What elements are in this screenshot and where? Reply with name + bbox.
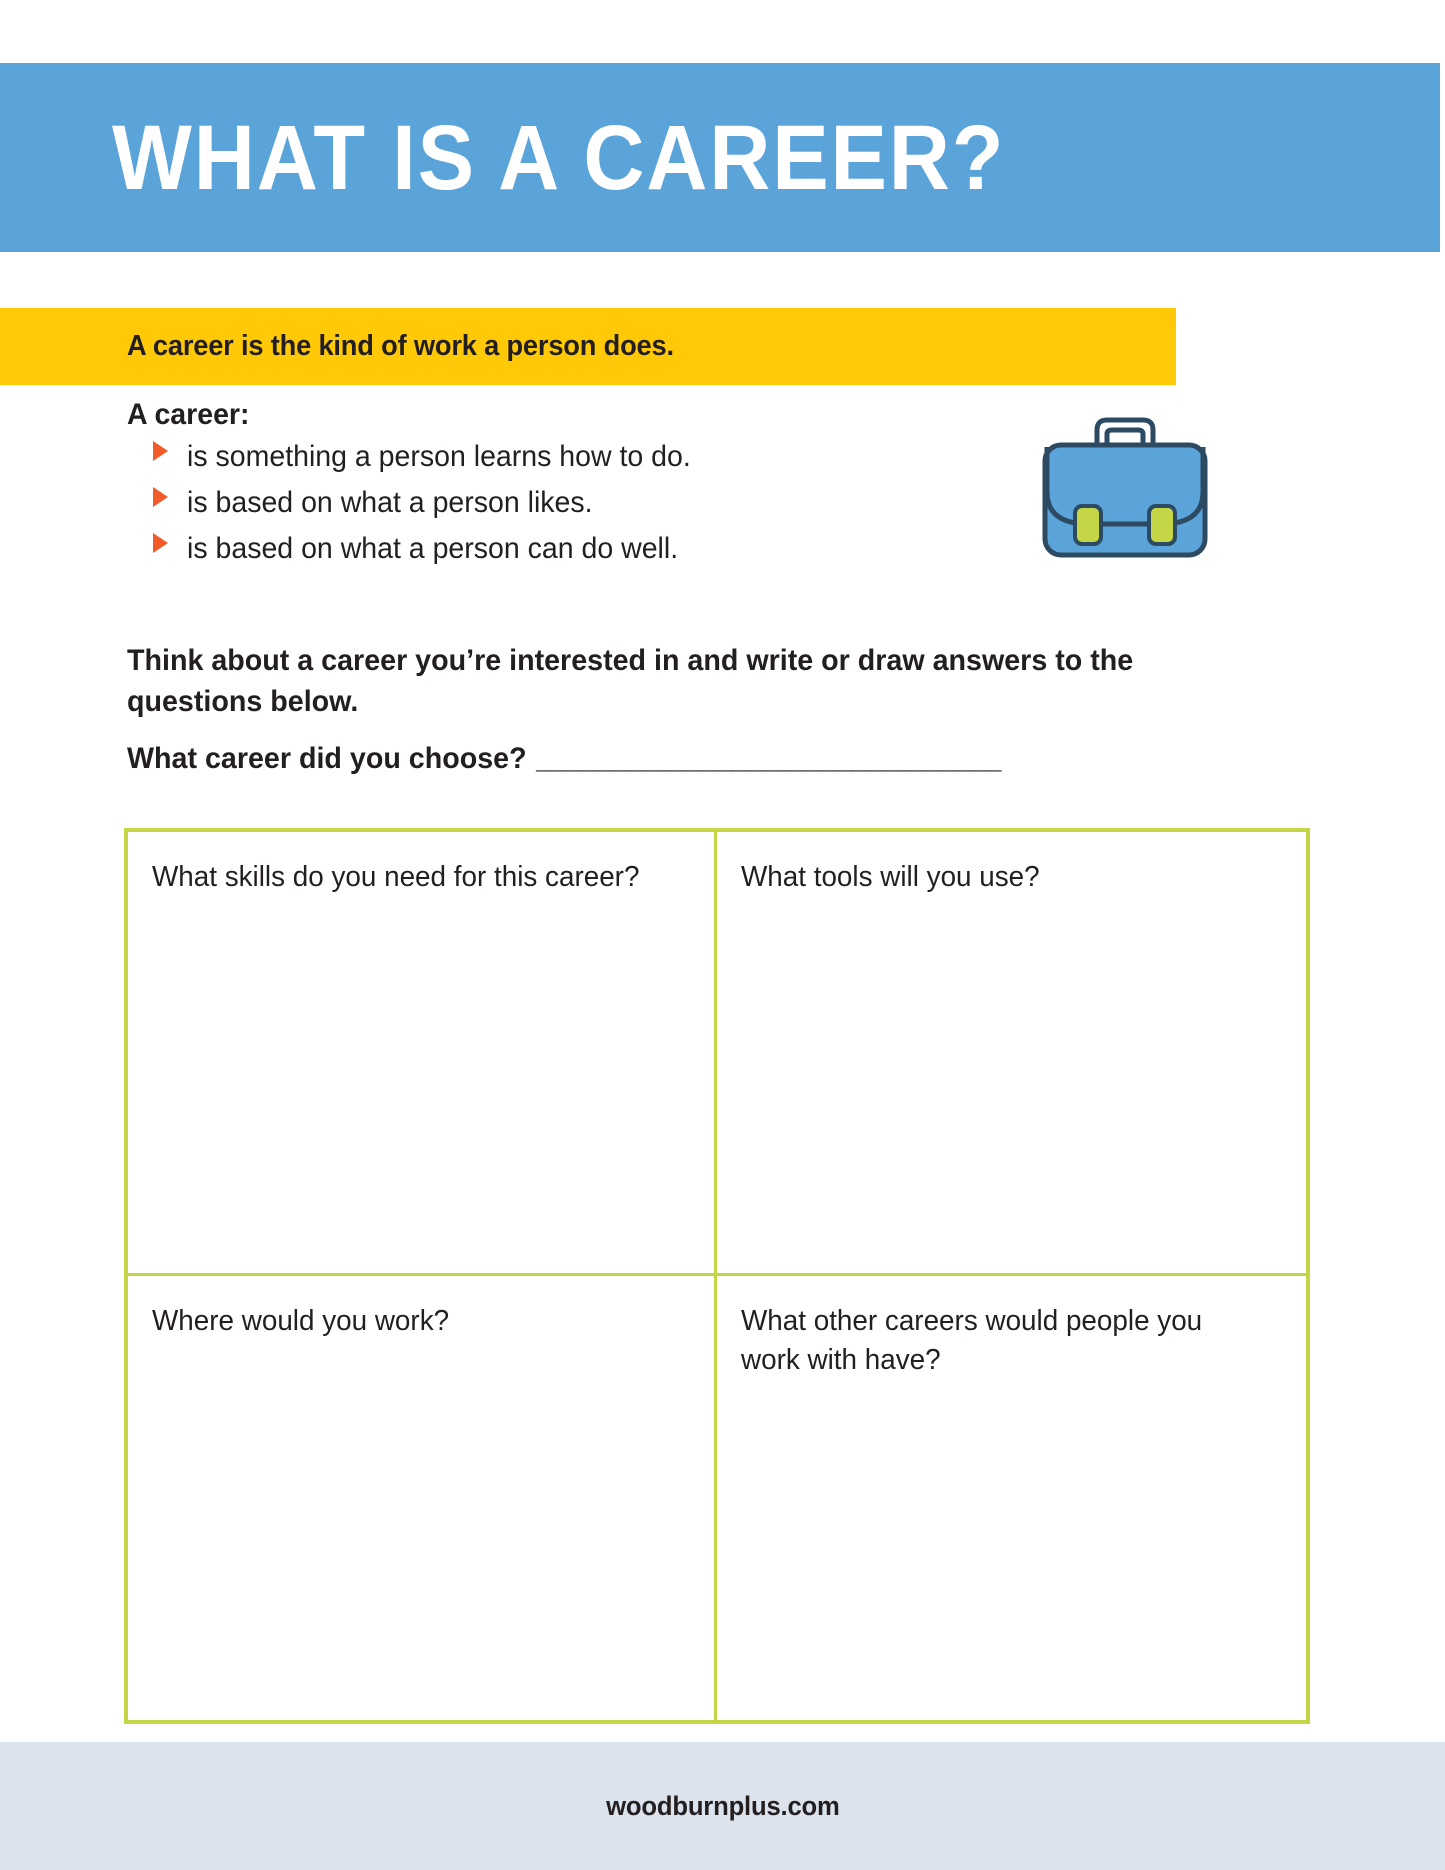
table-cell-label: What tools will you use? bbox=[741, 861, 1040, 893]
triangle-bullet-icon bbox=[153, 487, 168, 507]
definition-highlight-bar bbox=[0, 308, 1176, 385]
list-item-label: is based on what a person likes. bbox=[187, 486, 593, 519]
list-item-label: is something a person learns how to do. bbox=[187, 440, 691, 473]
table-cell-label: Where would you work? bbox=[152, 1305, 450, 1337]
briefcase-icon bbox=[1035, 412, 1215, 564]
header-banner bbox=[0, 63, 1440, 252]
page-title: WHAT IS A CAREER? bbox=[112, 106, 1006, 209]
briefcase-body bbox=[1045, 445, 1205, 555]
definition-text: A career is the kind of work a person does. bbox=[127, 330, 674, 362]
table-cell-skills[interactable] bbox=[128, 832, 717, 1276]
table-cell-label: What skills do you need for this career? bbox=[152, 861, 640, 893]
choose-career-prompt bbox=[127, 742, 1000, 776]
briefcase-clasp-right bbox=[1149, 506, 1175, 544]
list-item-label: is based on what a person can do well. bbox=[187, 532, 679, 565]
choose-career-blank-line[interactable]: _______________________________ bbox=[536, 742, 1001, 775]
footer-bar bbox=[0, 1742, 1445, 1870]
triangle-bullet-icon bbox=[153, 533, 168, 553]
briefcase-illustration bbox=[1035, 412, 1215, 564]
table-cell-other-careers[interactable] bbox=[717, 1276, 1306, 1720]
table-cell-tools[interactable] bbox=[717, 832, 1306, 1276]
questions-table bbox=[124, 828, 1310, 1724]
choose-career-label: What career did you choose? bbox=[127, 742, 527, 775]
triangle-bullet-icon bbox=[153, 441, 168, 461]
table-cell-workplace[interactable] bbox=[128, 1276, 717, 1720]
briefcase-clasp-left bbox=[1075, 506, 1101, 544]
footer-website-label[interactable]: woodburnplus.com bbox=[605, 1790, 840, 1821]
instructions-text: Think about a career you’re interested in and write or draw answers to the questions below. bbox=[127, 644, 1134, 719]
career-list-heading: A career: bbox=[127, 398, 250, 431]
table-cell-label: What other careers would people you work with have? bbox=[741, 1305, 1203, 1377]
